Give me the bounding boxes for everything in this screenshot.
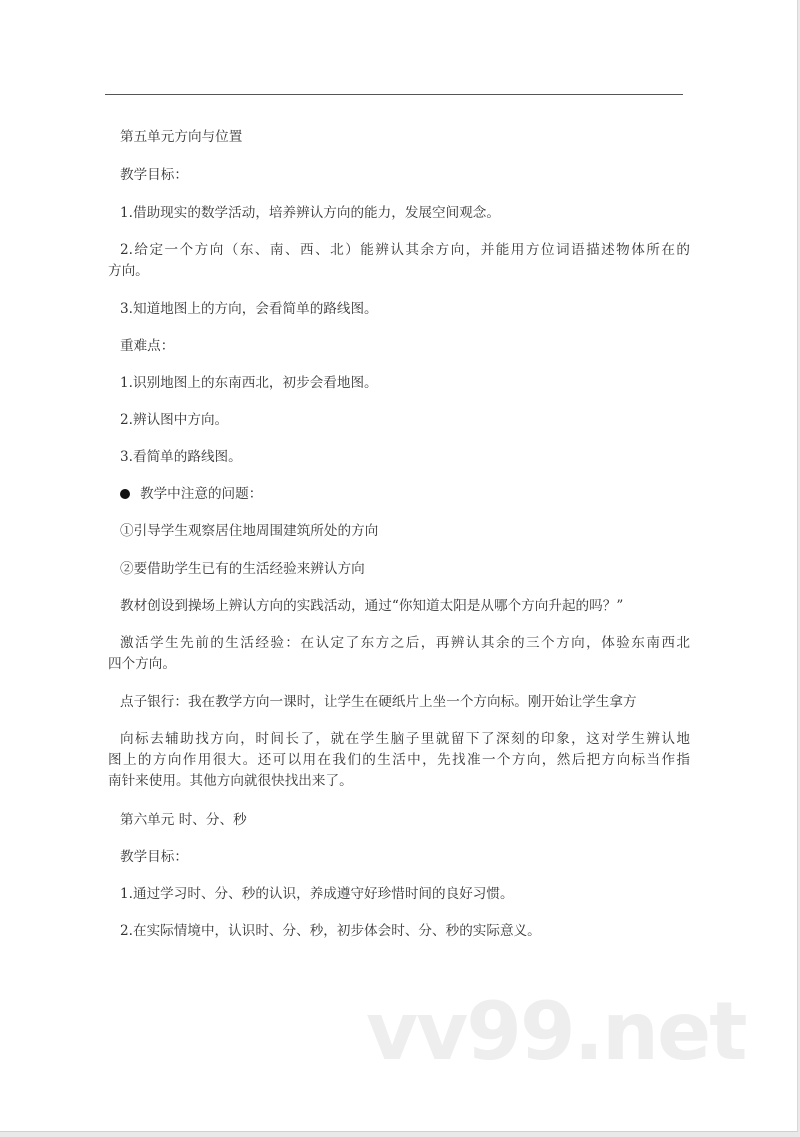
line-text: 3.知道地图上的方向，会看简单的路线图。 bbox=[120, 301, 378, 317]
paragraph bbox=[108, 521, 690, 542]
line-text: ①引导学生观察居住地周围建筑所处的方向 bbox=[120, 523, 379, 539]
paragraph-line bbox=[108, 240, 690, 261]
paragraph bbox=[108, 299, 690, 320]
paragraph bbox=[108, 165, 690, 186]
paragraph-line bbox=[108, 921, 690, 942]
line-text: 第六单元 时、分、秒 bbox=[120, 812, 247, 828]
line-text: 教学目标： bbox=[120, 849, 188, 865]
line-text: 四个方向。 bbox=[108, 656, 176, 672]
paragraph-line bbox=[108, 410, 690, 431]
paragraph-line bbox=[108, 299, 690, 320]
line-text: 第五单元方向与位置 bbox=[120, 129, 243, 145]
paragraph-line bbox=[108, 203, 690, 224]
line-text: 方向。 bbox=[108, 263, 149, 279]
line-text: 1.识别地图上的东南西北，初步会看地图。 bbox=[120, 375, 378, 391]
paragraph bbox=[108, 410, 690, 431]
paragraph-line bbox=[108, 633, 690, 654]
paragraph-line bbox=[108, 771, 690, 792]
paragraph bbox=[108, 596, 690, 617]
paragraph bbox=[108, 373, 690, 394]
line-text: 教学中注意的问题： bbox=[140, 486, 263, 502]
line-text: 激活学生先前的生活经验：在认定了东方之后，再辨认其余的三个方向，体验东南西北 bbox=[120, 635, 690, 651]
paragraph bbox=[108, 447, 690, 468]
paragraph-line bbox=[108, 654, 690, 675]
paragraph-line bbox=[108, 373, 690, 394]
paragraph-line bbox=[108, 165, 690, 186]
line-text: 3.看简单的路线图。 bbox=[120, 449, 242, 465]
line-text: 2.给定一个方向（东、南、西、北）能辨认其余方向，并能用方位词语描述物体所在的 bbox=[120, 242, 690, 258]
paragraph-line bbox=[108, 447, 690, 468]
paragraph bbox=[108, 127, 690, 148]
line-text: 教学目标： bbox=[120, 167, 188, 183]
watermark: vv99.net bbox=[366, 985, 746, 1078]
paragraph-line bbox=[108, 810, 690, 831]
paragraph-line bbox=[108, 729, 690, 750]
paragraph bbox=[108, 203, 690, 224]
line-text: 图上的方向作用很大。还可以用在我们的生活中，先找准一个方向，然后把方向标当作指 bbox=[108, 752, 690, 768]
line-text: 向标去辅助找方向，时间长了，就在学生脑子里就留下了深刻的印象，这对学生辨认地 bbox=[120, 731, 690, 747]
paragraph-line bbox=[108, 336, 690, 357]
paragraph-line bbox=[108, 521, 690, 542]
line-text: 2.在实际情境中，认识时、分、秒，初步体会时、分、秒的实际意义。 bbox=[120, 923, 541, 939]
line-text: 教材创设到操场上辨认方向的实践活动，通过“你知道太阳是从哪个方向升起的吗？” bbox=[120, 598, 624, 614]
line-text: ②要借助学生已有的生活经验来辨认方向 bbox=[120, 561, 365, 577]
paragraph-line bbox=[108, 484, 690, 505]
line-text: 点子银行：我在教学方向一课时，让学生在硬纸片上坐一个方向标。刚开始让学生拿方 bbox=[120, 694, 637, 710]
line-text: 1.通过学习时、分、秒的认识，养成遵守好珍惜时间的良好习惯。 bbox=[120, 886, 514, 902]
line-text: 2.辨认图中方向。 bbox=[120, 412, 229, 428]
paragraph bbox=[108, 729, 690, 792]
paragraph-line bbox=[108, 596, 690, 617]
paragraph bbox=[108, 240, 690, 282]
paragraph bbox=[108, 921, 690, 942]
bullet-icon bbox=[120, 489, 130, 499]
paragraph-line bbox=[108, 559, 690, 580]
paragraph-line bbox=[108, 847, 690, 868]
paragraph bbox=[108, 484, 690, 505]
paragraph bbox=[108, 336, 690, 357]
paragraph-line bbox=[108, 692, 690, 713]
paragraph bbox=[108, 633, 690, 675]
line-text: 1.借助现实的数学活动，培养辨认方向的能力，发展空间观念。 bbox=[120, 205, 500, 221]
header-rule bbox=[105, 94, 683, 95]
paragraph bbox=[108, 692, 690, 713]
line-text: 南针来使用。其他方向就很快找出来了。 bbox=[108, 773, 353, 789]
paragraph bbox=[108, 884, 690, 905]
paragraph-line bbox=[108, 261, 690, 282]
paragraph bbox=[108, 810, 690, 831]
paragraph bbox=[108, 847, 690, 868]
paragraph-line bbox=[108, 884, 690, 905]
paragraph-line bbox=[108, 750, 690, 771]
paragraph-line bbox=[108, 127, 690, 148]
paragraph bbox=[108, 559, 690, 580]
line-text: 重难点： bbox=[120, 338, 175, 354]
